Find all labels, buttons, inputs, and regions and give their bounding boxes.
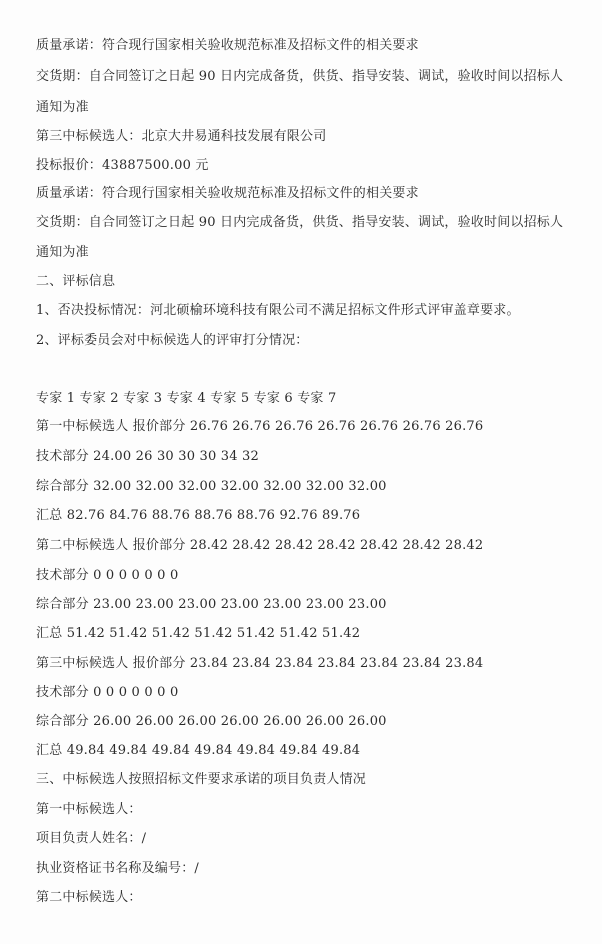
score-row: 综合部分 26.00 26.00 26.00 26.00 26.00 26.00 26.00	[36, 714, 387, 729]
qualification-cert-line: 执业资格证书名称及编号：/	[36, 861, 199, 876]
score-row: 汇总 51.42 51.42 51.42 51.42 51.42 51.42 51.42	[36, 626, 361, 641]
delivery-period-line: 交货期：自合同签订之日起 90 日内完成备货，供货、指导安装、调试，验收时间以招标人	[36, 69, 564, 84]
score-row: 第一中标候选人 报价部分 26.76 26.76 26.76 26.76 26.76 26.76 26.76	[36, 419, 484, 434]
delivery-period-continuation: 通知为准	[36, 100, 89, 115]
score-row: 第三中标候选人 报价部分 23.84 23.84 23.84 23.84 23.84 23.84 23.84	[36, 656, 484, 671]
score-row: 汇总 49.84 49.84 49.84 49.84 49.84 49.84 49.84	[36, 743, 361, 758]
score-row: 综合部分 23.00 23.00 23.00 23.00 23.00 23.00 23.00	[36, 597, 387, 612]
score-row: 技术部分 0 0 0 0 0 0 0	[36, 685, 179, 700]
quality-commitment-line: 质量承诺：符合现行国家相关验收规范标准及招标文件的相关要求	[36, 186, 419, 201]
third-candidate-line: 第三中标候选人：北京大井易通科技发展有限公司	[36, 129, 327, 144]
delivery-period-line: 交货期：自合同签订之日起 90 日内完成备货，供货、指导安装、调试，验收时间以招标人	[36, 215, 564, 230]
scoring-intro-line: 2、评标委员会对中标候选人的评审打分情况：	[36, 333, 309, 348]
section-heading-project-manager: 三、中标候选人按照招标文件要求承诺的项目负责人情况	[36, 772, 367, 787]
score-row: 第二中标候选人 报价部分 28.42 28.42 28.42 28.42 28.42 28.42 28.42	[36, 538, 484, 553]
second-candidate-label: 第二中标候选人：	[36, 890, 142, 905]
score-row: 汇总 82.76 84.76 88.76 88.76 88.76 92.76 89.76	[36, 508, 361, 523]
quality-commitment-line: 质量承诺：符合现行国家相关验收规范标准及招标文件的相关要求	[36, 38, 419, 53]
delivery-period-continuation: 通知为准	[36, 245, 89, 260]
expert-header-row: 专家 1 专家 2 专家 3 专家 4 专家 5 专家 6 专家 7	[36, 391, 337, 406]
first-candidate-label: 第一中标候选人：	[36, 802, 142, 817]
bid-price-line: 投标报价：43887500.00 元	[36, 158, 209, 173]
project-manager-name-line: 项目负责人姓名：/	[36, 831, 147, 846]
score-row: 技术部分 24.00 26 30 30 30 34 32	[36, 449, 259, 464]
section-heading-evaluation: 二、评标信息	[36, 274, 116, 289]
rejection-info-line: 1、否决投标情况：河北硕榆环境科技有限公司不满足招标文件形式评审盖章要求。	[36, 303, 520, 318]
score-row: 技术部分 0 0 0 0 0 0 0	[36, 568, 179, 583]
score-row: 综合部分 32.00 32.00 32.00 32.00 32.00 32.00 32.00	[36, 479, 387, 494]
